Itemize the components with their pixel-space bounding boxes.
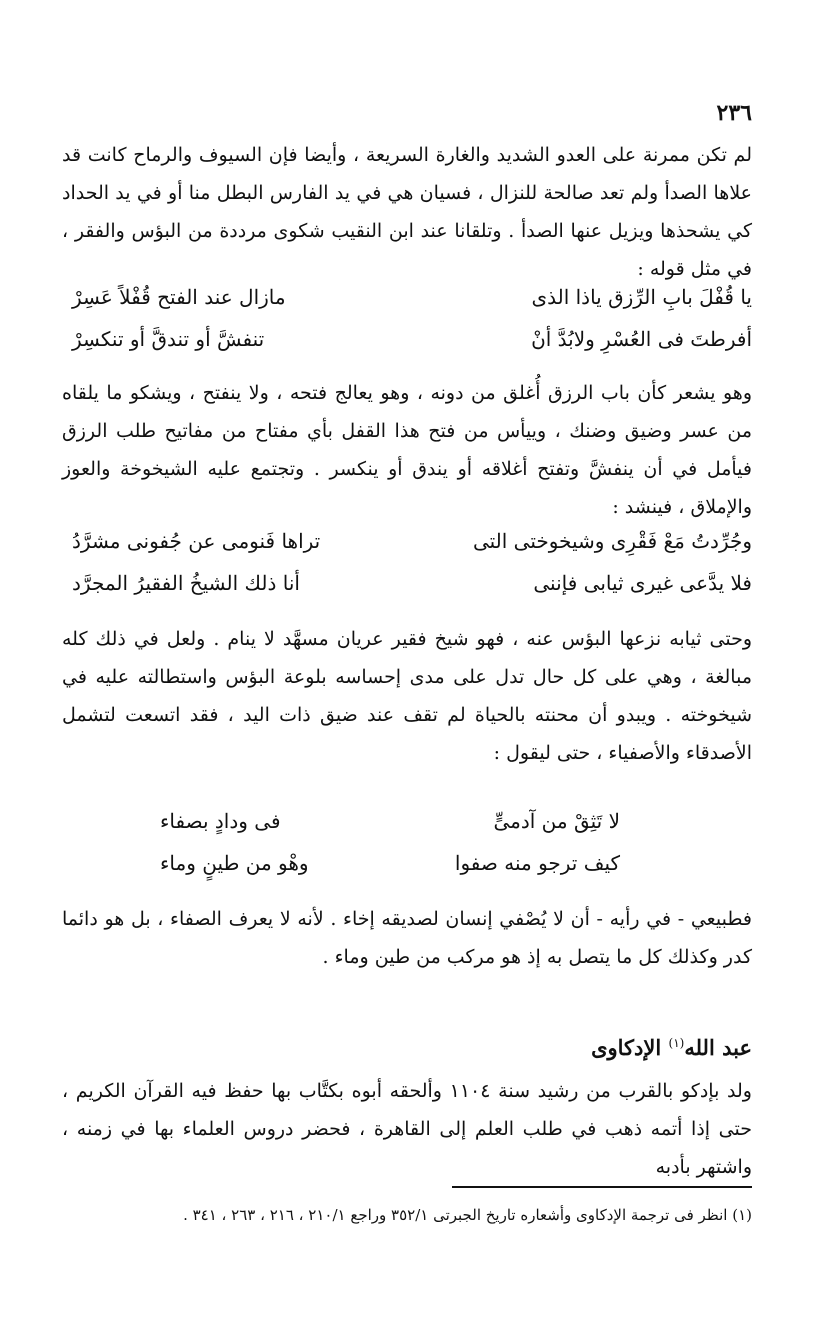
footnote-divider [452,1186,752,1188]
footnote-marker: (١) [668,1036,685,1050]
verse-hemistich: أفرطتَ فى العُسْرِ ولابُدَّ أنْ [531,327,752,351]
paragraph-1: لم تكن ممرنة على العدو الشديد والغارة السريعة ، وأيضا فإن السيوف والرماح كانت قد علاها الصدأ ولم تعد صالحة للنزال ، فسيان هي في يد الفارس البطل منا أو في يد الحداد كي يشحذها ويزيل عنها الصدأ . وتلقانا عند ابن النقيب شكوى مرددة من البؤس والفقر ، في مثل قوله : [62,144,752,280]
verse-block-3 [160,800,620,884]
verse-hemistich: تنفشَّ أو تندقَّ أو تنكسِرْ [72,327,265,351]
verse-hemistich: أنا ذلك الشيخُ الفقيرُ المجرَّد [72,571,300,595]
verse-hemistich: وجُرِّدتُ مَعْ فَقْرِى وشيخوختى التى [472,529,752,553]
section-heading [591,1035,752,1060]
paragraph-4: فطبيعي - في رأيه - أن لا يُصْفي إنسان لصديقه إخاء . لأنه لا يعرف الصفاء ، بل هو دائما كدر وكذلك كل ما يتصل به إذ هو مركب من طين وماء . [62,908,752,968]
verse-hemistich: لا تَثِقْ من آدمىٍّ [493,809,620,833]
verse-line [160,800,620,842]
verse-hemistich: وهْو من طينٍ وماء [160,851,309,875]
verse-block-1 [72,276,752,360]
verse-hemistich: مازال عند الفتح قُفْلاً عَسِرْ [72,285,286,309]
verse-hemistich: فلا يدَّعى غيرى ثيابى فإننى [533,571,752,595]
verse-hemistich: تراها فَنومى عن جُفونى مشرَّدُ [72,529,321,553]
verse-hemistich: يا قُفْلَ بابِ الرِّزق ياذا الذى [531,285,752,309]
paragraph-5: ولد بإدكو بالقرب من رشيد سنة ١١٠٤ وألحقه أبوه بكتَّاب بها حفظ فيه القرآن الكريم ، حتى إذا أتمه ذهب في طلب العلم إلى القاهرة ، فحضر دروس العلماء بها في زمنه ، واشتهر بأدبه [62,1080,752,1178]
verse-hemistich: فى ودادٍ بصفاء [160,809,281,833]
verse-line [72,520,752,562]
page-number: ٢٣٦ [716,100,752,126]
paragraph-3: وحتى ثيابه نزعها البؤس عنه ، فهو شيخ فقير عريان مسهَّد لا ينام . ولعل في ذلك كله مبالغة ، وهي على كل حال تدل على مدى إحساسه بلوعة البؤس واستطالته عليه في شيخوخته . ويبدو أن محنته بالحياة لم تقف عند ضيق ذات اليد ، فقد اتسعت لتشمل الأصدقاء والأصفياء ، حتى ليقول : [62,628,752,764]
section-heading-nisba: الإدكاوى [591,1035,662,1060]
verse-line [72,318,752,360]
verse-hemistich: كيف ترجو منه صفوا [454,851,620,875]
verse-line [160,842,620,884]
footnote: (١) انظر فى ترجمة الإدكاوى وأشعاره تاريخ الجبرتى ٣٥٢/١ وراجع ٢١٠/١ ، ٢١٦ ، ٢٦٣ ، ٣٤١ . [183,1206,752,1224]
verse-line [72,562,752,604]
verse-block-2 [72,520,752,604]
paragraph-2: وهو يشعر كأن باب الرزق أُغلق من دونه ، وهو يعالج فتحه ، ولا ينفتح ، ويشكو ما يلقاه من عسر وضيق وضنك ، وييأس من فتح هذا القفل بأي مفتاح من مفاتيح طلب الرزق فيأمل في أن ينفشَّ وتفتح أغلاقه أو يندق أو ينكسر . وتجتمع عليه الشيخوخة والعوز والإملاق ، فينشد : [62,382,752,518]
section-heading-name: عبد الله [684,1035,752,1060]
verse-line [72,276,752,318]
